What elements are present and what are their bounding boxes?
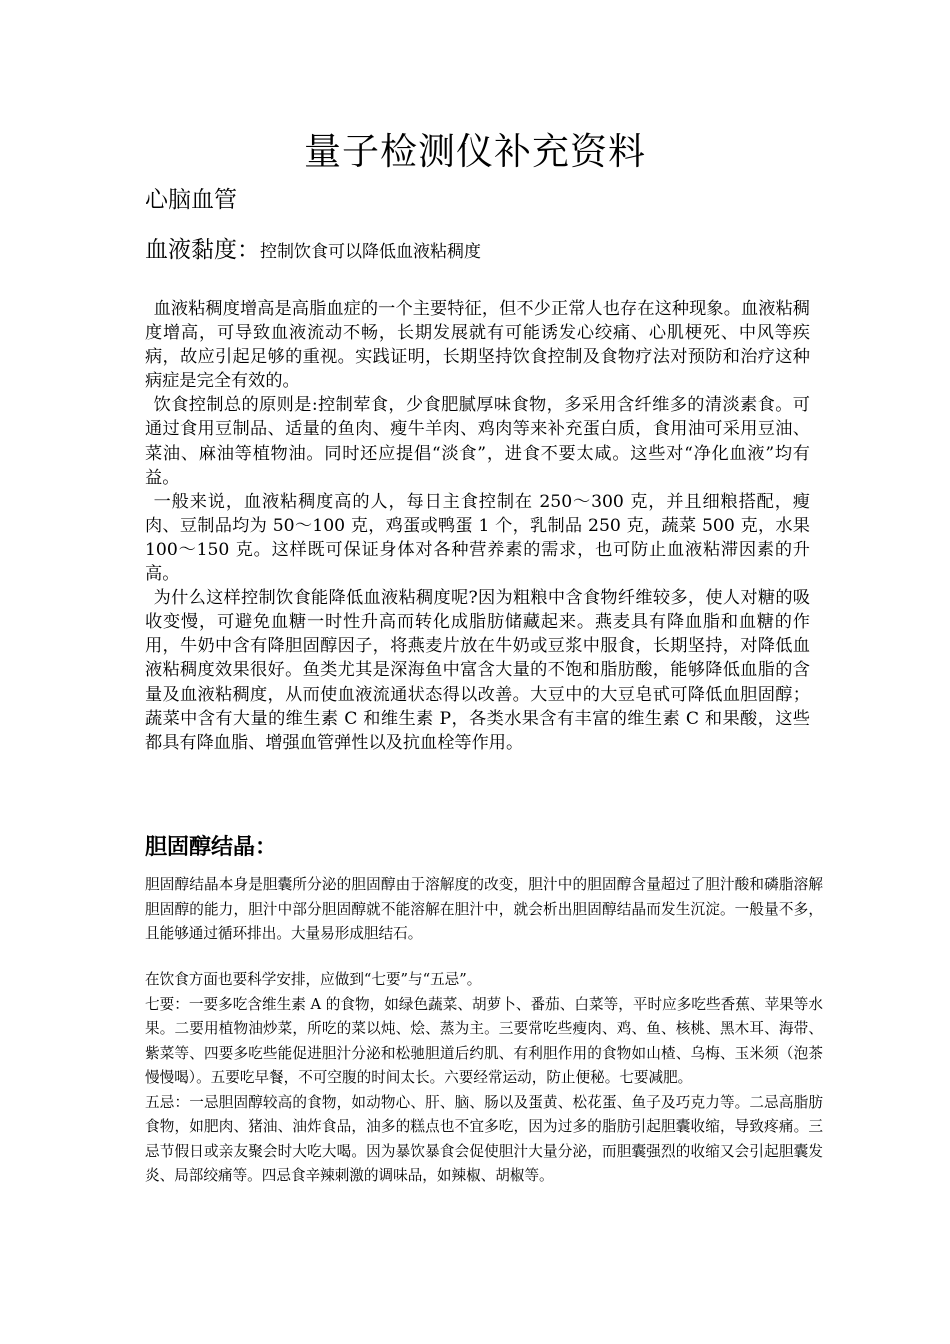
paragraph: 七要：一要多吃含维生素 A 的食物，如绿色蔬菜、胡萝卜、番茄、白菜等，平时应多吃些香蕉、苹果等水果。二要用植物油炒菜，所吃的菜以炖、烩、蒸为主。三要常吃些瘦肉、鸡、鱼、核桃、黑木耳、海带、紫菜等、四要多吃些能促进胆汁分泌和松驰胆道后约肌、有利胆作用的食物如山楂、乌梅、玉米须（泡茶慢慢喝）。五要吃早餐，不可空腹的时间太长。六要经常运动，防止便秘。七要减肥。: [145, 995, 823, 1086]
document-title: 量子检测仪补充资料: [304, 130, 646, 173]
paragraph: 胆固醇结晶本身是胆囊所分泌的胆固醇由于溶解度的改变，胆汁中的胆固醇含量超过了胆汁酸和磷脂溶解胆固醇的能力，胆汁中部分胆固醇就不能溶解在胆汁中，就会析出胆固醇结晶而发生沉淀。一般量不多，且能够通过循环排出。大量易形成胆结石。: [145, 876, 823, 942]
section-heading-cardio: 心脑血管: [145, 187, 237, 213]
blood-viscosity-body: [145, 297, 810, 755]
paragraph: 饮食控制总的原则是:控制荤食，少食肥腻厚味食物，多采用含纤维多的清淡素食。可通过食用豆制品、适量的鱼肉、瘦牛羊肉、鸡肉等来补充蛋白质，食用油可采用豆油、菜油、麻油等植物油。同时还应提倡“淡食”，进食不要太咸。这些对“净化血液”均有益。: [145, 395, 810, 488]
section-heading-cholesterol: 胆固醇结晶：: [145, 835, 278, 860]
paragraph: 五忌：一忌胆固醇较高的食物，如动物心、肝、脑、肠以及蛋黄、松花蛋、鱼子及巧克力等。二忌高脂肪食物，如肥肉、猪油、油炸食品，油多的糕点也不宜多吃，因为过多的脂肪引起胆囊收缩，导致疼痛。三忌节假日或亲友聚会时大吃大喝。因为暴饮暴食会促使胆汁大量分泌，而胆囊强烈的收缩又会引起胆囊发炎、局部绞痛等。四忌食辛辣刺激的调味品，如辣椒、胡椒等。: [145, 1093, 823, 1184]
blood-viscosity-heading: [145, 234, 481, 268]
blood-viscosity-note: 控制饮食可以降低血液粘稠度: [260, 242, 481, 262]
blood-viscosity-label: 血液黏度：: [145, 237, 260, 263]
paragraph: 血液粘稠度增高是高脂血症的一个主要特征，但不少正常人也存在这种现象。血液粘稠度增高，可导致血液流动不畅，长期发展就有可能诱发心绞痛、心肌梗死、中风等疾病，故应引起足够的重视。实践证明，长期坚持饮食控制及食物疗法对预防和治疗这种病症是完全有效的。: [145, 299, 810, 392]
cholesterol-intro: [145, 873, 823, 947]
cholesterol-diet: [145, 968, 823, 1189]
paragraph: 在饮食方面也要科学安排，应做到“七要”与“五忌”。: [145, 971, 482, 988]
paragraph: 一般来说，血液粘稠度高的人，每日主食控制在 250～300 克，并且细粮搭配，瘦肉、豆制品均为 50～100 克，鸡蛋或鸭蛋 1 个，乳制品 250 克，蔬菜 500 克，水果 100～150 克。这样既可保证身体对各种营养素的需求，也可防止血液粘滞因素的升高。: [145, 491, 810, 585]
paragraph: 为什么这样控制饮食能降低血液粘稠度呢?因为粗粮中含食物纤维较多，使人对糖的吸收变慢，可避免血糖一时性升高而转化成脂肪储藏起来。燕麦具有降血脂和血糖的作用，牛奶中含有降胆固醇因子，将燕麦片放在牛奶或豆浆中服食，长期坚持，对降低血液粘稠度效果很好。鱼类尤其是深海鱼中富含大量的不饱和脂肪酸，能够降低血脂的含量及血液粘稠度，从而使血液流通状态得以改善。大豆中的大豆皂甙可降低血胆固醇；蔬菜中含有大量的维生素 C 和维生素 P，各类水果含有丰富的维生素 C 和果酸，这些都具有降血脂、增强血管弹性以及抗血栓等作用。: [145, 588, 810, 753]
